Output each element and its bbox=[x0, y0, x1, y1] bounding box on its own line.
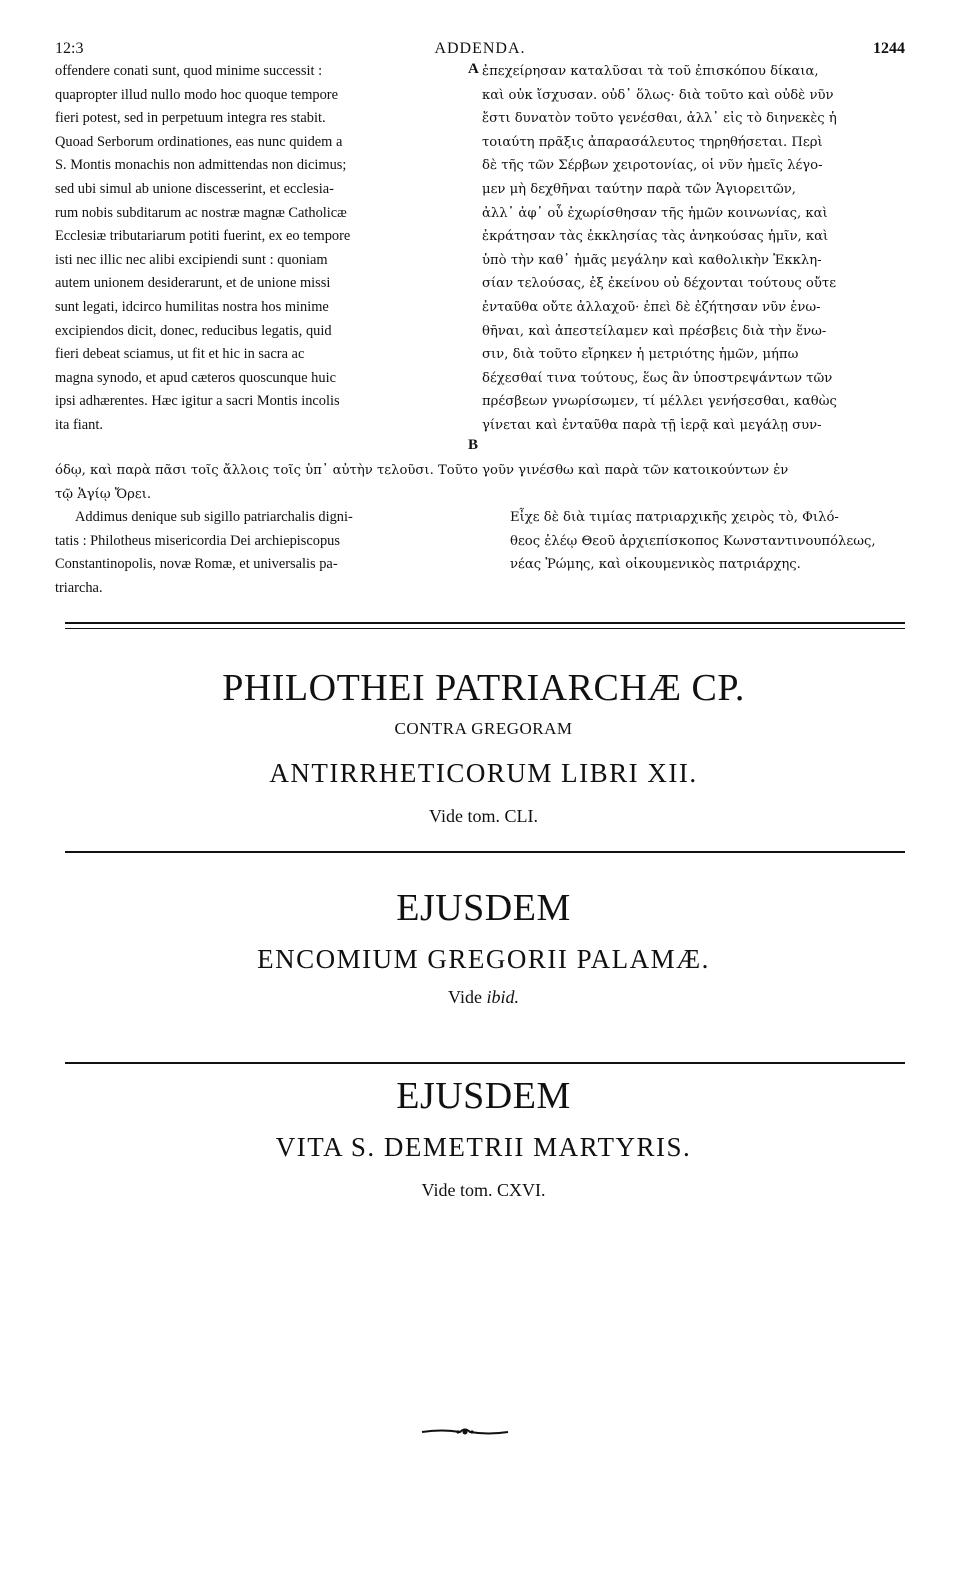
text-line: quapropter illud nullo modo hoc quoque tempore bbox=[55, 86, 338, 103]
text-line: δέχεσθαί τινα τούτους, ἕως ἂν ὑποστρεψάντων τῶν bbox=[482, 370, 833, 386]
greek-text-column bbox=[482, 60, 907, 438]
section-3-work: VITA S. DEMETRII MARTYRIS. bbox=[275, 1132, 692, 1162]
section-2-title: EJUSDEM bbox=[396, 887, 571, 929]
text-line: S. Montis monachis non admittendas non dicimus; bbox=[55, 157, 347, 174]
text-line: Ecclesiæ tributariarum potiti fuerint, ex eo tempore bbox=[55, 228, 351, 245]
section-2-reference bbox=[0, 987, 967, 1008]
margin-marker-a: A bbox=[468, 61, 479, 77]
section-1-title: PHILOTHEI PATRIARCHÆ CP. bbox=[222, 667, 745, 709]
text-line: ἐνταῦθα οὔτε ἀλλαχοῦ· ἐπεὶ δὲ ἐζήτησαν νῦν ἑνω- bbox=[482, 299, 821, 315]
text-line: δὲ τῆς τῶν Σέρβων χειροτονίας, οἱ νῦν ἡμεῖς λέγο- bbox=[482, 158, 823, 174]
section-2-work: ENCOMIUM GREGORII PALAMÆ. bbox=[257, 944, 710, 974]
text-line: τοιαύτη πρᾶξις ἀπαρασάλευτος τηρηθήσεται. Περὶ bbox=[482, 134, 823, 150]
text-line: καὶ οὐκ ἴσχυσαν. οὐδ᾽ ὅλως· διὰ τοῦτο καὶ οὐδὲ νῦν bbox=[482, 87, 834, 103]
text-line: ἐπεχείρησαν καταλῦσαι τὰ τοῦ ἐπισκόπου δίκαια, bbox=[482, 64, 819, 79]
text-line: magna synodo, et apud cæteros quoscunque huic bbox=[55, 369, 336, 386]
text-line: fieri debeat sciamus, ut fit et hic in sacra ac bbox=[55, 346, 305, 363]
text-line: excipiendos dicit, donec, reducibus legatis, quid bbox=[55, 322, 332, 339]
running-title: ADDENDA. bbox=[434, 40, 526, 57]
section-1-work: ANTIRRHETICORUM LIBRI XII. bbox=[269, 758, 698, 788]
text-line: ἔστι δυνατὸν τοῦτο γενέσθαι, ἀλλ᾽ εἰς τὸ διηνεκὲς ἡ bbox=[482, 111, 837, 127]
section-divider bbox=[65, 1062, 905, 1064]
text-line: offendere conati sunt, quod minime successit : bbox=[55, 63, 323, 79]
text-line: ἐκράτησαν τὰς ἐκκλησίας τὰς ἀνηκούσας ἡμῖν, καὶ bbox=[482, 229, 829, 245]
reference-prefix: Vide bbox=[448, 987, 487, 1007]
section-1-reference: Vide tom. CLI. bbox=[429, 806, 538, 826]
text-line: isti nec illic nec alibi excipiendi sunt : quoniam bbox=[55, 251, 328, 268]
text-line: πρέσβεων γνωρίσωμεν, τί μέλλει γενήσεσθαι, καθὼς bbox=[482, 394, 837, 410]
text-line: ἀλλ᾽ ἀφ᾽ οὗ ἐχωρίσθησαν τῆς ἡμῶν κοινωνίας, καὶ bbox=[482, 205, 828, 221]
text-line: μεν μὴ δεχθῆναι ταύτην παρὰ τῶν Ἁγιορειτῶν, bbox=[482, 181, 796, 197]
text-line: όδῳ, καὶ παρὰ πᾶσι τοῖς ἄλλοις τοῖς ὑπ᾽ αὐτὴν τελοῦσι. Τοῦτο γοῦν γινέσθω καὶ παρὰ τῶν κατοικούντων ἐν bbox=[55, 463, 789, 478]
text-line: σίαν τελούσας, ἐξ ἐκείνου οὐ δέχονται τούτους οὔτε bbox=[482, 276, 837, 292]
text-line: γίνεται καὶ ἐνταῦθα παρὰ τῇ ἱερᾷ καὶ μεγάλῃ συν- bbox=[482, 417, 822, 433]
text-line: rum nobis subditarum ac nostræ magnæ Catholicæ bbox=[55, 204, 347, 221]
text-line: sunt legati, idcirco humilitas nostra hos minime bbox=[55, 298, 329, 315]
ornament-flourish-icon bbox=[420, 1425, 510, 1439]
text-line: Addimus denique sub sigillo patriarchalis digni- bbox=[75, 509, 353, 525]
text-line: θεος ἐλέῳ Θεοῦ ἀρχιεπίσκοπος Κωνσταντινουπόλεως, bbox=[510, 533, 876, 549]
text-line: autem unionem desiderarunt, et de unione missi bbox=[55, 275, 331, 292]
section-3-title: EJUSDEM bbox=[396, 1075, 571, 1117]
text-line: Constantinopolis, novæ Romæ, et universalis pa- bbox=[55, 556, 338, 573]
text-line: fieri potest, sed in perpetuum integra res stabit. bbox=[55, 110, 326, 127]
text-line: ὑπὸ τὴν καθ᾽ ἡμᾶς μεγάλην καὶ καθολικὴν Ἐκκλη- bbox=[482, 252, 822, 268]
text-line: ita fiant. bbox=[55, 416, 103, 433]
text-line: triarcha. bbox=[55, 579, 103, 596]
double-rule-bottom bbox=[65, 628, 905, 629]
latin-text-column bbox=[55, 60, 467, 438]
margin-marker-b: B bbox=[468, 437, 479, 453]
right-column-number: 1244 bbox=[873, 40, 905, 57]
text-line: ipsi adhærentes. Hæc igitur a sacri Montis incolis bbox=[55, 393, 340, 410]
text-line: τῷ Ἁγίῳ Ὄρει. bbox=[55, 486, 152, 502]
text-line: θῆναι, καὶ ἀπεστείλαμεν καὶ πρέσβεις διὰ τὴν ἕνω- bbox=[482, 323, 827, 339]
latin-subscription bbox=[55, 506, 467, 600]
section-3-reference: Vide tom. CXVI. bbox=[421, 1180, 546, 1200]
reference-italic: ibid. bbox=[486, 987, 519, 1007]
section-divider bbox=[65, 851, 905, 853]
text-line: Quoad Serborum ordinationes, eas nunc quidem a bbox=[55, 133, 343, 150]
left-column-number: 12:3 bbox=[55, 40, 84, 57]
text-line: νέας Ῥώμης, καὶ οἰκουμενικὸς πατριάρχης. bbox=[510, 557, 801, 573]
text-line: sed ubi simul ab unione discesserint, et ecclesia- bbox=[55, 180, 334, 197]
text-line: σιν, διὰ τοῦτο εἴρηκεν ἡ μετριότης ἡμῶν, μήπω bbox=[482, 347, 799, 363]
greek-full-width-text bbox=[55, 459, 907, 506]
section-1-subtitle: CONTRA GREGORAM bbox=[394, 719, 573, 738]
text-line: Εἶχε δὲ διὰ τιμίας πατριαρχικῆς χειρὸς τὸ, Φιλό- bbox=[510, 510, 839, 525]
greek-subscription bbox=[510, 506, 910, 577]
text-line: tatis : Philotheus misericordia Dei archiepiscopus bbox=[55, 532, 340, 549]
double-rule-top bbox=[65, 622, 905, 624]
